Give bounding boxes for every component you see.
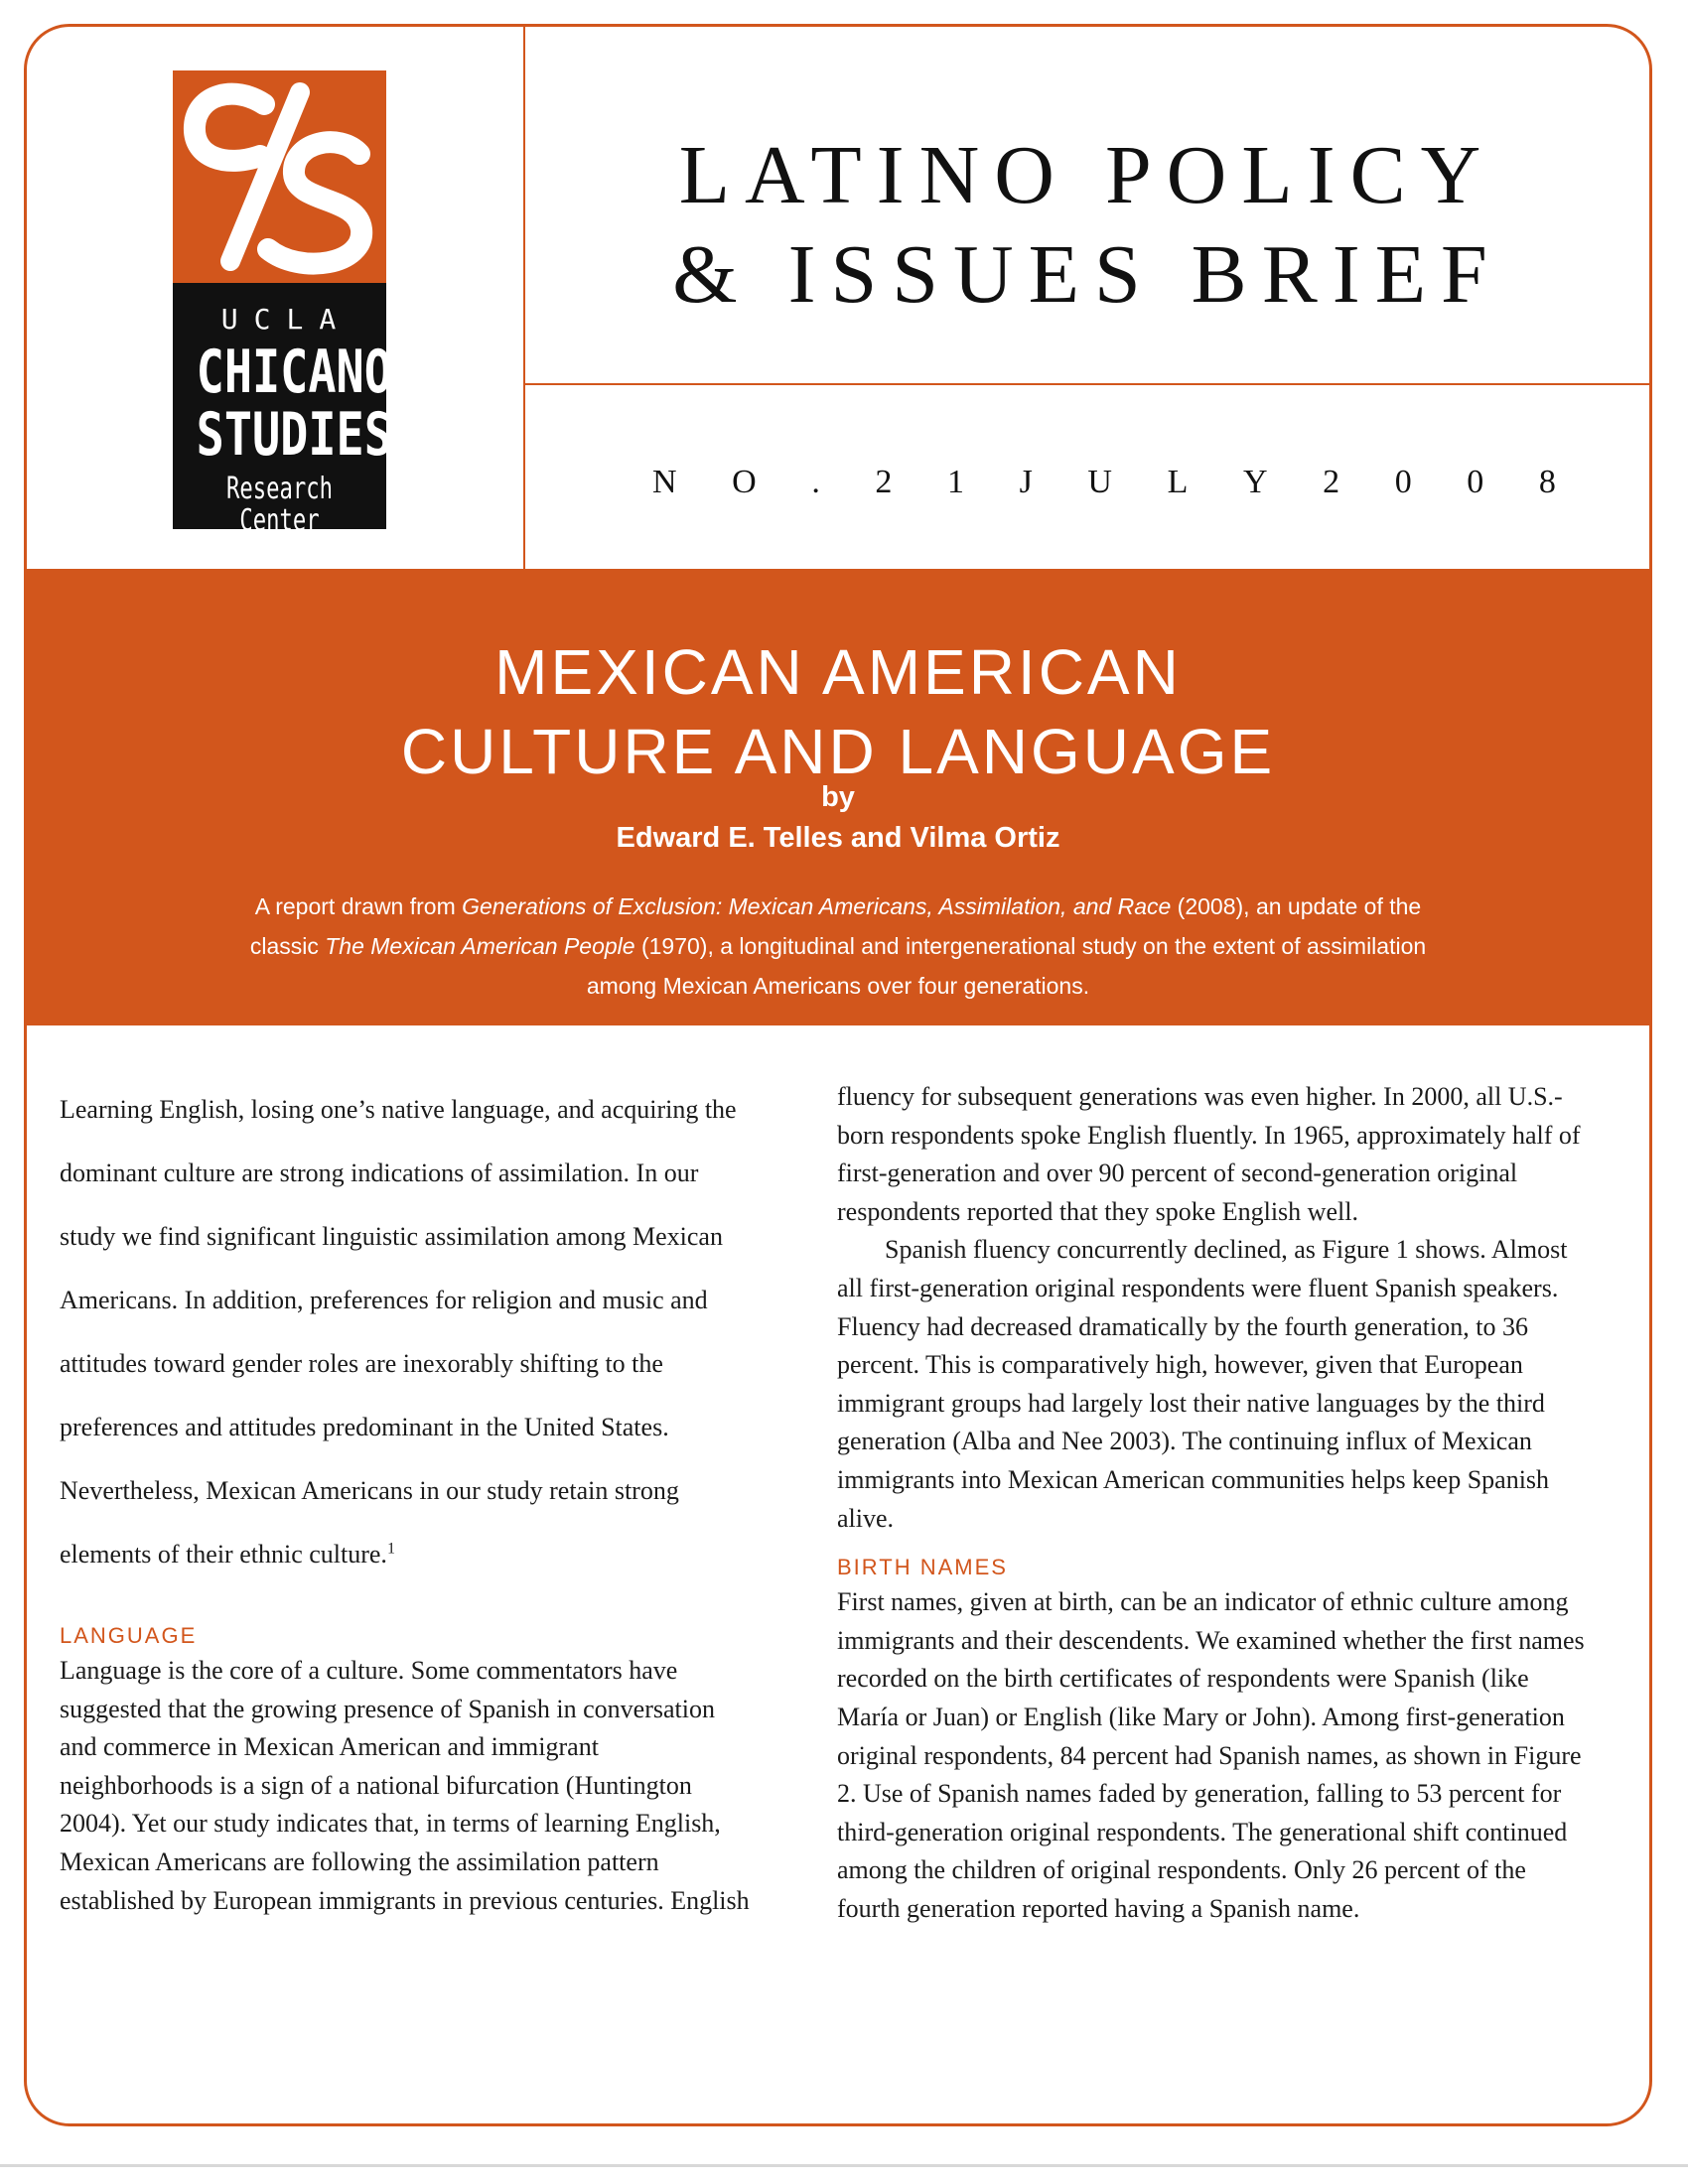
body-column-right [837,1078,1592,1928]
body-paragraph: Language is the core of a culture. Some commentators have suggested that the growing presence of Spanish in conversation and commerce in Mexican American and immigrant neighborhoods is a sign of a national bifurcation (Huntington 2004). Yet our study indicates that, in terms of learning English, Mexican Americans are following the assimilation pattern established by European immigrants in previous centuries. English [60,1656,750,1915]
desc-text: (2008), an update of the classic [249,893,1422,959]
header-horizontal-divider [525,383,1649,385]
body-paragraph: Spanish fluency concurrently declined, as Figure 1 shows. Almost all first-generation original respondents were fluent Spanish speakers. Fluency had decreased dramatically by the fourth generation, to 36 percent. This is comparatively high, however, given that European immigrant groups had largely lost their native languages by the third generation (Alba and Nee 2003). The continuing influx of Mexican immigrants into Mexican American communities helps keep Spanish alive. [837,1235,1568,1533]
report-description [225,887,1451,1006]
body-column-left [60,1078,755,1920]
issue-char: 2 [875,464,893,500]
issue-char: 0 [1467,464,1484,500]
logo-studies: STUDIES [196,400,392,470]
cs-monogram-icon [173,70,386,283]
logo-ucla: UCLA [220,303,352,336]
byline-authors: Edward E. Telles and Vilma Ortiz [616,822,1060,854]
issue-char: 1 [947,464,964,500]
logo-chicano: CHICANO [196,338,392,407]
desc-text: A report drawn from [254,893,463,919]
issue-char: 2 [1323,464,1340,500]
desc-book-title: The Mexican American People [325,933,635,959]
footnote-ref: 1 [386,1540,395,1558]
logo-wordmark [173,283,392,538]
issue-char: U [1087,464,1112,500]
article-title-line-1: MEXICAN AMERICAN [494,636,1182,708]
logo-monogram [173,70,386,283]
lead-text: Learning English, losing one’s native language, and acquiring the dominant culture are strong indications of assimilation. In our study we find significant linguistic assimilation among Mexican Americans. In addition, preferences for religion and music and attitudes toward gender roles are inexorably shifting to the preferences and attitudes predominant in the United States. Nevertheless, Mexican Americans in our study retain strong elements of their ethnic culture. [60,1095,737,1569]
issue-char: L [1167,464,1189,500]
scan-edge-rule [0,2164,1688,2167]
csrc-logo [173,70,392,538]
byline-by: by [821,781,855,813]
lead-paragraph [60,1078,755,1586]
body-paragraph: First names, given at birth, can be an indicator of ethnic culture among immigrants and their descendents. We examined whether the first names recorded on the birth certificates of respondents were Spanish (like María or Juan) or English (like Mary or John). Among first-generation original respondents, 84 percent had Spanish names, as shown in Figure 2. Use of Spanish names faded by generation, falling to 53 percent for third-generation original respondents. The generational shift continued among the children of original respondents. Only 26 percent of the fourth generation reported having a Spanish name. [837,1587,1585,1923]
issue-char: . [811,464,820,500]
desc-text: (1970), a longitudinal and intergenerational study on the extent of assimilation among Mexican Americans over four generations. [586,933,1427,999]
title-banner [27,569,1649,1025]
issue-char: 8 [1538,464,1556,500]
issue-char: J [1019,464,1033,500]
issue-char: O [732,464,757,500]
section-heading-language: LANGUAGE [60,1623,198,1648]
issue-char: N [652,464,677,500]
issue-char: Y [1242,464,1268,500]
article-title-line-2: CULTURE AND LANGUAGE [400,716,1276,787]
issue-char: 0 [1394,464,1412,500]
logo-research-center: Research Center [226,472,333,538]
body-paragraph: fluency for subsequent generations was even higher. In 2000, all U.S.-born respondents spoke English fluently. In 1965, approximately half of first-generation and over 90 percent of second-generation original respondents reported that they spoke English well. [837,1082,1581,1226]
publication-masthead [525,126,1649,325]
desc-book-title: Generations of Exclusion: Mexican Americans, Assimilation, and Race [462,893,1172,919]
masthead-line-2: & ISSUES BRIEF [672,228,1502,321]
masthead-line-1: LATINO POLICY [678,129,1496,221]
article-title [27,632,1649,791]
issue-line [652,464,1556,501]
section-heading-birth-names: BIRTH NAMES [837,1555,1008,1580]
